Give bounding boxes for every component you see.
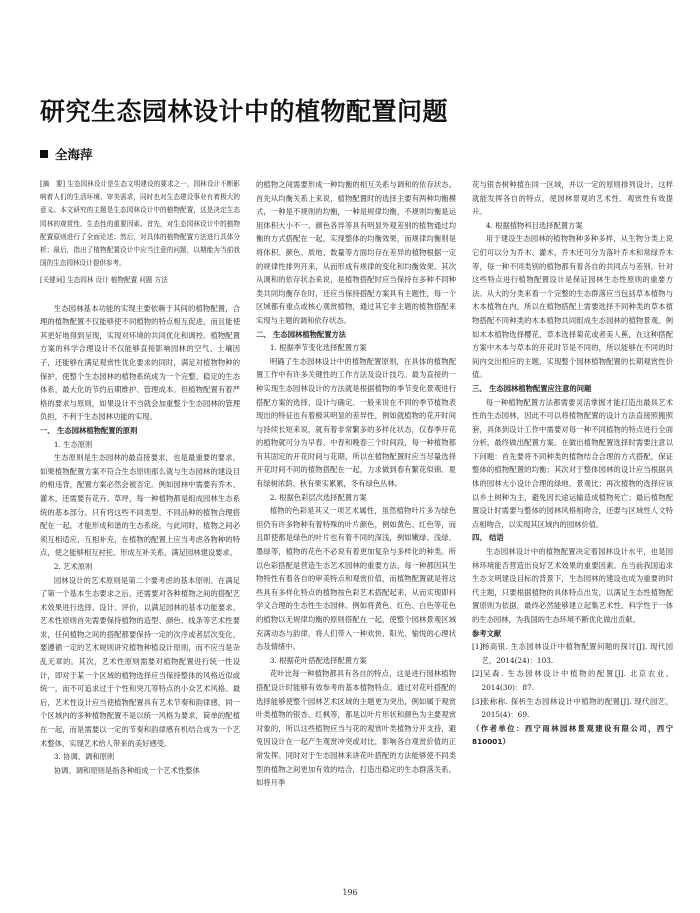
reference-item: [1]杨高银. 生态园林设计中植物配置问题的探讨[J]. 现代园艺，2014(24)：103.: [472, 642, 673, 665]
paragraph: 明确了生态园林设计中的植物配置原则，在具体的植物配置工作中有许多关键性的工作方法及设计技巧。最为直接的一种实现生态园林设计的方法就是根据植物的季节变化景观进行搭配方案的选择、设计与确定。一般来说在不同的季节植物表现出的特征也有着极其明显的差异性，例如就植物的花开时间与持续长短来说，就有着非常繁多的多样化状态，仅春季开花的植物就可分为早春、中春和晚春三个时间段，每一种植物都有其固定的开花时间与花期，所以在植物配置时应当尽量选择开花时间不同的植物搭配在一起，力求做到春有繁花似锦、夏有绿树浓荫、秋有果实累累，冬有绿色丛林。: [256, 356, 456, 489]
author-line: [40, 145, 93, 163]
intro-paragraph: 生态园林基本功能的实现主要依赖于其间的植物配置，合理的植物配置不仅能够使不同植物的特点相互促进，而且能使其更好地得到呈现，实现对环境的共同优化和调控。植物配置方案的科学合理设计不仅能够直接影响园林的空气、土壤因子，还能够在满足观赏性优化要求的同时，满足对植物物种的保护，使整个生态园林的植物系统成为一个完整、稳定的生态体系，最大化的节约后期维护、管理成本。但植物配置有着严格的要求与原则，如果设计不当就会加重整个生态园林的管理负担，不利于生态园林功能的实现。: [40, 303, 240, 422]
author-affiliation: （作者单位：西宁雨林园林景观建设有限公司，西宁 810001）: [472, 723, 673, 747]
paragraph: 每一种植物配置方法都需要灵活掌握才能打造出最具艺术性的生态园林，因此不可以将植物配置的设计方法直接照搬照套，具体到设计工作中需要对每一种不同植物的特点进行全面分析，最终做出配置方案。在做出植物配置选择时需要注意以下问题：首先要将不同种类的植物结合合理的方式搭配，保证整体的植物配置的均衡；其次对于整体园林的设计应当根据具体的园林大小设计合理的绿地、景观比；再次植物的选择应该以乡土树种为主，避免因长途运输造成植物死亡；最后植物配置设计时需要与整体的园林风格相吻合，还要与区域性人文特点相吻合，以实现其区域内的园林价值。: [472, 397, 673, 529]
paragraph: 花与银杏树种植在同一区域，并以一定的原则排列设计，这样就能发挥各自的特点，使园林景观的艺术性、观赏性有效提升。: [472, 180, 673, 217]
subheading-2-1: 1. 根据季节变化选择配置方案: [269, 343, 367, 353]
page-number: 196: [342, 888, 358, 897]
subheading-1-3: 3. 协调、调和原则: [53, 752, 115, 762]
keywords-label: [关键词]: [40, 276, 65, 285]
paragraph: 协调、调和原则是指各种组成一个艺术性整体: [53, 765, 200, 775]
abstract-block: [40, 178, 240, 288]
paragraph: 生态园林设计中的植物配置决定着园林设计水平，也是园林环境能否营造出良好艺术效果的重要因素。在当前我国追求生态文明建设目标的背景下，生态园林的建设也成为重要的时代主题，只要根据植物的具体特点出发，以满足生态性植物配置原则为依据，最终必然能够建立起集艺术性、科学性于一体的生态园林，为我国的生态环境不断优化做出贡献。: [472, 547, 673, 624]
section-heading-4: 四、 结语: [472, 533, 504, 543]
reference-item: [3]张称称. 探析生态园林设计中植物的配置[J]. 现代园艺，2015(4)：69.: [472, 696, 673, 720]
paragraph: 生态原则是生态园林的最直接要求，也是最重要的要求，如果植物配置方案不符合生态原则那么就与生态园林的建设目的相违背，配置方案必然会被否定。例如园林中需要有乔木、灌木，还需要有花卉、草坪，每一种植物都是组成园林生态系统的基本部分。只有将这些不同类型、不同品种的植物合理搭配在一起，才能形成和谐的生态系统。与此同时，植物之间必须互相适应、互相补充，在植物的配置上应当考虑各物种的特点，使之能够相互衬托、形成互补关系，满足园林建设要求。: [40, 453, 240, 558]
article-title: 研究生态园林设计中的植物配置问题: [40, 97, 449, 126]
subheading-2-3: 3. 根据花叶搭配选择配置方案: [269, 655, 367, 665]
subheading-1-1: 1. 生态原则: [53, 439, 93, 449]
column-3: [472, 178, 673, 749]
paragraph: 的植物之间需要形成一种均衡的相互关系与调和的依存状态。首先从均衡关系上来说，植物配置时的选择主要有两种均衡模式，一种是不规则的均衡，一种是规律均衡，不规则均衡是运用体积大小不一、颜色各异等具有明显外观差别的植物通过均衡的方式搭配在一起，实现整体的均衡效果，而规律均衡则是将体积、颜色、质地、数量等方面均存在差异的植物根据一定的规律性排列开来，从而形成有规律的变化和均衡效果。其次从调和的依存状态来说，是植物搭配时应当保持在多种不同种类共同均衡存在时，还应当保持搭配方案具有主题性，每一个区域都有重点或核心观赏植物，通过其它非主题的植物搭配来实现与主题的调和依存状态。: [256, 180, 456, 325]
section-heading-3: 三、 生态园林植物配置应注意的问题: [472, 383, 592, 393]
subheading-1-2: 2. 艺术原则: [53, 561, 93, 571]
paragraph: 植物的色彩是其又一项艺术属性，虽然植物叶片多为绿色但仍有许多物种有着特殊的叶片颜色，例如黄色、红色等，而且即使都是绿色的叶片也有着不同的深浅，例如嫩绿、浅绿、墨绿等，植物的花色不必说有着更加复杂与多样化的种类。所以色彩搭配是营造生态艺术园林的重要方法，每一种都因其生物特性有着各自的审美特点和观赏价值，而植物配置就是将这些具有多样化特点的植物按色彩艺术搭配起来，从而实现即科学又合理的生态性生态园林。例如将黄色、红色、白色等花色的植物以无规律均衡的原则搭配在一起，使整个园林景观区域充满动态与韵律，将人们带入一种欢快、阳光、愉悦的心理状态及情绪中。: [256, 506, 456, 652]
abstract-text: 生态园林设计是生态文明建设的要求之一，园林设计不断影响着人们的生活环境、审美需求，同时也对生态建设事业有着极大的意义。本文研究的主题是生态园林设计中的植物配置，这是决定生态园林的观赏性、生态性的重要因素。首先，对生态园林设计中的植物配置原则进行了全面论述；然后，对具体的植物配置方法进行具体分析；最后，指出了植物配置设计中应当注意的问题，以期能为当前我国的生态园林设计提供参考。: [40, 180, 240, 268]
section-heading-2: 二、 生态园林植物配置方法: [256, 329, 347, 339]
subheading-2-2: 2. 根据色彩层次选择配置方案: [269, 492, 367, 502]
subheading-2-4: 4. 根据植物科目选择配置方案: [485, 220, 583, 230]
section-heading-1: 一、 生态园林植物配置的原则: [40, 425, 138, 435]
author-name: 全海萍: [55, 147, 93, 162]
column-2: [256, 178, 456, 790]
bullet-square-icon: [40, 150, 48, 158]
keywords-text: 生态园林 设计 植物配置 问题 方法: [67, 276, 168, 285]
column-1: [40, 178, 240, 777]
references-heading: 参考文献: [472, 628, 502, 638]
paragraph: 园林设计的艺术原则是第二个要考虑的基本原则。在满足了第一个基本生态要求之后，还需要对各种植物之间的搭配艺术效果进行选择、设计、评价，以满足园林的基本功能要求。艺术性原则首先需要保持植物的造型、颜色、线条等艺术性要求，任何植物之间的搭配都要保持一定的次序或者层次变化，要遵循一定的艺术规则讲究植物种植设计原则，而不应当是杂乱无章的。其次，艺术性原则需要对植物配置进行统一性设计，即对于某一个区域的植物选择应当保持整体的风格近似或统一，而不可追求过于个性和突兀等特点的小众艺术风格。最后，艺术性设计应当使植物配置具有艺术节奏和韵律感，同一个区域内的多种植物配置不是以统一风格为要求，简单的配植在一起，而是需要以一定的节奏和韵律感有机结合成为一个艺术整体，实现艺术给人带来的美好感受。: [40, 575, 240, 748]
reference-item: [2]吴森. 生态园林设计中植物的配置[J]. 北京农业，2014(30)：87.: [472, 669, 673, 692]
abstract-label: [摘 要]: [40, 180, 66, 188]
paragraph: 用于建设生态园林的植物物种多种多样，从生物分类上说它们可以分为乔木、灌木，乔木还可分为落叶乔木和常绿乔木等，每一种不同类别的植物都有着各自的共同点与差别，针对这些特点进行植物配置设计是保证园林生态性原则的重要方法。从大的分类来看一个完整的生态群落应当包括草本植物与木本植物在内，所以在植物搭配上需要选择不同种类的草本植物搭配不同种类的木本植物共同组成生态园林的植物景观。例如木本植物选择樱花、草本选择菊花或者美人蕉，在这种搭配方案中木本与草本的开花时节是不同的，所以能够在不同的时间内交出相应的主题，实现整个园林植物配置的长期观赏性价值。: [472, 234, 673, 380]
paragraph: 花叶比每一种植物都具有各自的特点，这是进行园林植物搭配设计时能够有效参考的基本植物特点。通过对花叶搭配的选择能够使整个园林艺术区域的主题更为突出，例如属于观赏叶类植物的银杏、红枫等，都是以叶片形状和颜色为主要观赏对象的，所以这些植物应当与花的观赏叶类植物分开支持，避免因设计在一起产生观赏冲突或对比，影响各自观赏价值的正常发挥。同时对于生态园林来讲花叶搭配的方法能够使不同类型的植物之间更加有效的结合，打造出稳定的生态群落关系，如将月季: [256, 669, 456, 788]
